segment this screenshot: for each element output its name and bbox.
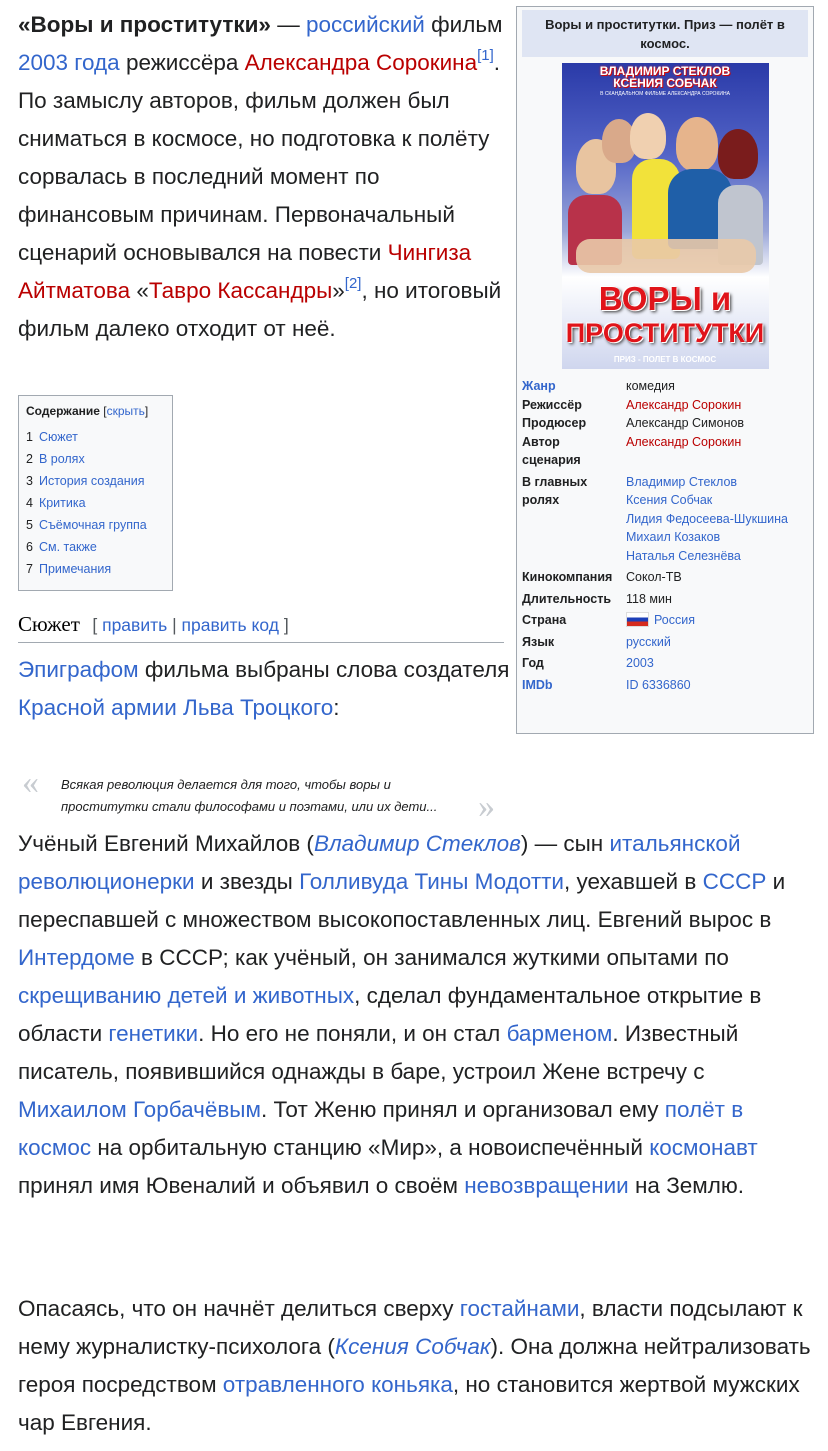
text: — xyxy=(270,12,306,37)
toc-number: 7 xyxy=(26,562,33,576)
text: . Известный писатель, появившийся однажды в баре, устроил Жене встречу с xyxy=(18,1021,739,1084)
text: , но итоговый фильм далеко отходит от неё. xyxy=(18,278,502,341)
country-value xyxy=(626,611,808,630)
text: . Тот Женю принял и организовал ему xyxy=(260,1097,665,1122)
epigraph-paragraph xyxy=(18,651,510,727)
toc-link[interactable]: Критика xyxy=(38,496,86,510)
infobox-row-studio xyxy=(522,568,808,587)
quote-text: Всякая революция делается для того, чтобы воры и проститутки стали философами и поэтами, или их дети... xyxy=(61,777,438,814)
toc-number: 6 xyxy=(26,540,33,554)
link-trotsky[interactable]: Льва Троцкого xyxy=(183,695,334,720)
poster-figure xyxy=(630,113,666,159)
edit-link[interactable]: править xyxy=(102,615,168,635)
toc-item-see-also[interactable] xyxy=(26,536,165,558)
infobox-row-producer xyxy=(522,414,808,433)
link-modotti[interactable]: Тины Модотти xyxy=(414,869,564,894)
plot-paragraph-1 xyxy=(18,825,818,1205)
text: в СССР; как учёный, он занимался жуткими опытами по xyxy=(134,945,729,970)
runtime-value: 118 мин xyxy=(626,591,672,606)
text: : xyxy=(333,695,340,720)
link-director[interactable]: Александра Сорокина xyxy=(244,50,478,75)
link-italian-revolutionary[interactable]: итальянской революционерки xyxy=(18,831,741,894)
link-red-army[interactable]: Красной армии xyxy=(18,695,177,720)
text: , но становится жертвой мужских чар Евгения. xyxy=(18,1372,800,1435)
infobox-row-screenwriter xyxy=(522,433,808,470)
text: . По замыслу авторов, фильм должен был сниматься в космосе, но подготовка к полёту сорвалась в последний момент по финансовым причинам. Первоначальный сценарий основывался на повести xyxy=(18,50,501,265)
movie-poster-image[interactable] xyxy=(562,63,769,369)
country-label: Страна xyxy=(522,613,567,627)
text: на Землю. xyxy=(628,1173,745,1198)
imdb-label-link[interactable]: IMDb xyxy=(522,677,553,692)
text: фильма выбраны слова создателя xyxy=(138,657,510,682)
text: на орбитальную станцию «Мир», а новоиспечённый xyxy=(91,1135,650,1160)
link-poisoned-cognac[interactable]: отравленного коньяка xyxy=(222,1372,453,1397)
poster-actor-2: КСЕНИЯ СОБЧАК xyxy=(613,76,717,90)
starring-list xyxy=(626,473,808,566)
link-ussr[interactable]: СССР xyxy=(702,869,767,894)
poster-tagline: ПРИЗ - ПОЛЕТ В КОСМОС xyxy=(613,355,717,364)
producer-label: Продюсер xyxy=(522,416,587,430)
imdb-link[interactable]: ID 6336860 xyxy=(626,677,691,692)
link-interdom[interactable]: Интердоме xyxy=(18,945,135,970)
table-of-contents xyxy=(18,395,173,591)
starring-link-selezneva[interactable]: Наталья Селезнёва xyxy=(626,548,741,563)
infobox-row-starring xyxy=(522,473,808,566)
text: , власти подсылают к нему журналистку-психолога ( xyxy=(18,1296,803,1359)
toc-hide-link[interactable]: скрыть xyxy=(106,404,145,418)
infobox-row-director xyxy=(522,396,808,415)
studio-label: Кинокомпания xyxy=(522,570,613,584)
director-label: Режиссёр xyxy=(522,397,582,412)
infobox-title: Воры и проститутки. Приз — полёт в космос. xyxy=(522,10,808,57)
section-title: Сюжет xyxy=(18,612,80,636)
toc-item-history[interactable] xyxy=(26,470,165,492)
link-space-flight[interactable]: полёт в космос xyxy=(18,1097,744,1160)
toc-number: 3 xyxy=(26,474,33,488)
toc-item-notes[interactable] xyxy=(26,558,165,580)
link-sobchak[interactable]: Ксения Собчак xyxy=(334,1334,491,1359)
poster-figure xyxy=(718,129,758,179)
poster-title xyxy=(562,281,769,351)
toc-item-plot[interactable] xyxy=(26,426,165,448)
toc-number: 4 xyxy=(26,496,33,510)
infobox-row-runtime xyxy=(522,590,808,609)
text: « xyxy=(130,278,149,303)
toc-number: 5 xyxy=(26,518,33,532)
language-link[interactable]: русский xyxy=(626,634,671,649)
starring-label: В главных ролях xyxy=(522,474,588,507)
link-hollywood[interactable]: Голливуда xyxy=(299,869,409,894)
country-link[interactable]: Россия xyxy=(654,613,695,627)
language-label: Язык xyxy=(522,634,555,649)
toc-number: 1 xyxy=(26,430,33,444)
year-label: Год xyxy=(522,656,544,670)
poster-figure xyxy=(576,239,756,273)
toc-hide-toggle[interactable]: [скрыть] xyxy=(103,404,149,418)
link-state-secrets[interactable]: гостайнами xyxy=(459,1296,580,1321)
poster-subtitle: В СКАНДАЛЬНОМ ФИЛЬМЕ АЛЕКСАНДРА СОРОКИНА xyxy=(600,91,730,97)
text: ) — сын xyxy=(520,831,610,856)
link-russian[interactable]: российский xyxy=(305,12,425,37)
infobox-row-language xyxy=(522,633,808,652)
infobox xyxy=(516,6,814,734)
poster-figures xyxy=(568,99,763,275)
studio-value: Сокол-ТВ xyxy=(626,570,682,584)
link-crossing[interactable]: скрещиванию детей и животных xyxy=(18,983,355,1008)
screenwriter-label: Автор сценария xyxy=(522,434,581,467)
link-steklov[interactable]: Владимир Стеклов xyxy=(313,831,521,856)
russia-flag-icon xyxy=(626,612,649,627)
infobox-row-country xyxy=(522,611,808,630)
article-title-bold: «Воры и проститутки» xyxy=(18,12,271,37)
section-heading-plot xyxy=(18,612,504,643)
year-link[interactable]: 2003 xyxy=(626,656,654,670)
runtime-label: Длительность xyxy=(522,591,612,606)
plot-paragraph-2 xyxy=(18,1290,818,1442)
infobox-row-year xyxy=(522,654,808,673)
poster-figure xyxy=(676,117,718,171)
link-epigraph[interactable]: Эпиграфом xyxy=(18,657,139,682)
toc-link[interactable]: Примечания xyxy=(38,562,112,576)
reference-2[interactable]: [2] xyxy=(344,274,362,292)
toc-item-crew[interactable] xyxy=(26,514,165,536)
text: и звезды xyxy=(194,869,300,894)
link-novel[interactable]: Тавро Кассандры xyxy=(148,278,333,303)
text: . Но его не поняли, и он стал xyxy=(198,1021,507,1046)
link-barman[interactable]: барменом xyxy=(506,1021,613,1046)
director-link[interactable]: Александр Сорокин xyxy=(626,397,742,412)
link-genetics[interactable]: генетики xyxy=(108,1021,199,1046)
link-gorbachev[interactable]: Михаилом Горбачёвым xyxy=(18,1097,261,1122)
link-author[interactable]: Чингиза Айтматова xyxy=(18,240,472,303)
poster-top-text xyxy=(562,65,769,89)
link-cosmonaut[interactable]: космонавт xyxy=(649,1135,758,1160)
toc-item-cast[interactable] xyxy=(26,448,165,470)
toc-item-criticism[interactable] xyxy=(26,492,165,514)
poster-title-line-1: ВОРЫ и xyxy=(598,280,732,317)
epigraph-quote xyxy=(18,764,510,825)
starring-link-steklov[interactable]: Владимир Стеклов xyxy=(626,474,738,489)
text: режиссёра xyxy=(119,50,245,75)
toc-link[interactable]: Съёмочная группа xyxy=(38,518,147,532)
lead-paragraph xyxy=(18,6,510,348)
text: , сделал фундаментальное открытие в области xyxy=(18,983,762,1046)
producer-value: Александр Симонов xyxy=(626,416,745,430)
toc-number: 2 xyxy=(26,452,33,466)
text: Учёный Евгений Михайлов ( xyxy=(18,831,314,856)
starring-link-fedoseeva[interactable]: Лидия Федосеева-Шукшина xyxy=(626,511,788,526)
reference-1[interactable]: [1] xyxy=(477,46,494,64)
poster-title-line-2: ПРОСТИТУТКИ xyxy=(565,318,765,348)
genre-label-link[interactable]: Жанр xyxy=(522,379,556,393)
genre-value: комедия xyxy=(626,379,675,393)
infobox-row-genre xyxy=(522,377,808,396)
link-year[interactable]: 2003 года xyxy=(18,50,120,75)
link-nonreturn[interactable]: невозвращении xyxy=(464,1173,629,1198)
text: , уехавшей в xyxy=(564,869,703,894)
toc-link[interactable]: История создания xyxy=(38,474,145,488)
close-quote-icon: » xyxy=(478,788,495,825)
toc-heading xyxy=(26,404,165,418)
text: ). Она должна нейтрализовать героя посредством xyxy=(18,1334,811,1397)
edit-code-link[interactable]: править код xyxy=(181,615,279,635)
text: » xyxy=(332,278,345,303)
toc-link[interactable]: В ролях xyxy=(38,452,85,466)
text: фильм xyxy=(424,12,503,37)
text: принял имя Ювеналий и объявил о своём xyxy=(18,1173,465,1198)
text: Опасаясь, что он начнёт делиться сверху xyxy=(18,1296,460,1321)
text: и переспавшей с множеством высокопоставленных лиц. Евгений вырос в xyxy=(18,869,786,932)
open-quote-icon: « xyxy=(22,764,39,801)
infobox-row-imdb xyxy=(522,676,808,695)
section-edit-links: [ править | править код ] xyxy=(92,615,289,635)
toc-title: Содержание xyxy=(26,404,100,418)
starring-link-kozakov[interactable]: Михаил Козаков xyxy=(626,530,721,544)
starring-link-sobchak[interactable]: Ксения Собчак xyxy=(626,493,713,507)
screenwriter-link[interactable]: Александр Сорокин xyxy=(626,434,742,449)
toc-link[interactable]: Сюжет xyxy=(38,430,78,444)
poster-actor-1: ВЛАДИМИР СТЕКЛОВ xyxy=(599,64,731,78)
toc-link[interactable]: См. также xyxy=(38,540,97,554)
